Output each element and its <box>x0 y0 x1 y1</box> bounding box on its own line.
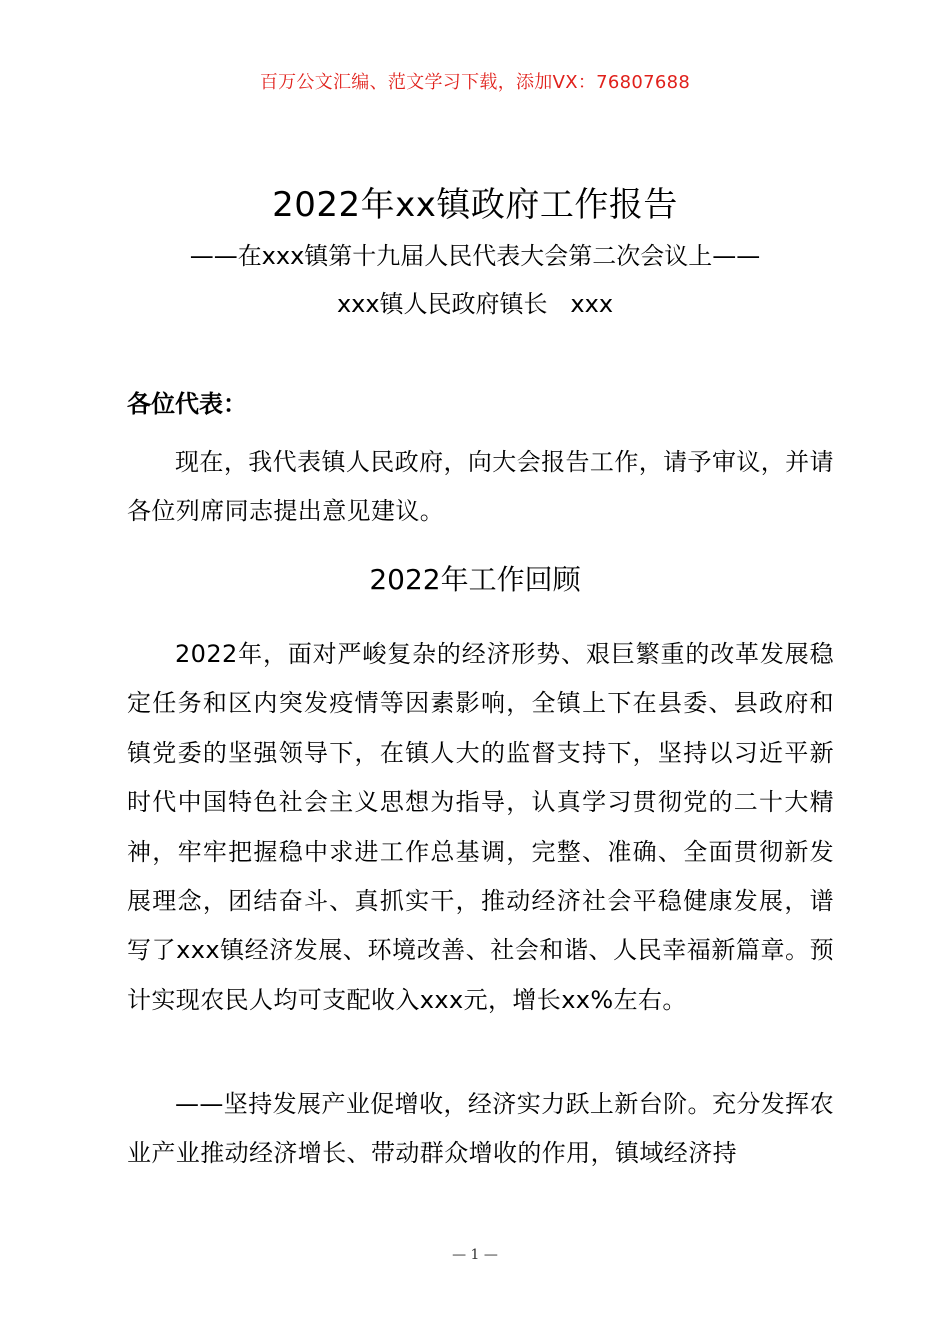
document-author: xxx镇人民政府镇长 xxx <box>336 290 614 318</box>
document-title: 2022年xx镇政府工作报告 <box>272 185 678 225</box>
development-paragraph: ——坚持发展产业促增收，经济实力跃上新台阶。充分发挥农业产业推动经济增长、带动群众增收的作用，镇域经济持 <box>127 1090 834 1167</box>
page-number: — 1 — <box>452 1247 498 1263</box>
document-subtitle: ——在xxx镇第十九届人民代表大会第二次会议上—— <box>189 242 761 270</box>
salutation: 各位代表： <box>127 390 247 418</box>
review-paragraph: 2022年，面对严峻复杂的经济形势、艰巨繁重的改革发展稳定任务和区内突发疫情等因素影响，全镇上下在县委、县政府和镇党委的坚强领导下，在镇人大的监督支持下，坚持以习近平新时代中国特色社会主义思想为指导，认真学习贯彻党的二十大精神，牢牢把握稳中求进工作总基调，完整、准确、全面贯彻新发展理念，团结奋斗、真抓实干，推动经济社会平稳健康发展，谱写了xxx镇经济发展、环境改善、社会和谐、人民幸福新篇章。预计实现农民人均可支配收入xxx元，增长xx%左右。 <box>127 640 834 1014</box>
intro-paragraph: 现在，我代表镇人民政府，向大会报告工作，请予审议，并请各位列席同志提出意见建议。 <box>127 448 834 525</box>
section-heading: 2022年工作回顾 <box>369 563 581 596</box>
watermark-text: 百万公文汇编、范文学习下载，添加VX：76807688 <box>259 72 691 93</box>
